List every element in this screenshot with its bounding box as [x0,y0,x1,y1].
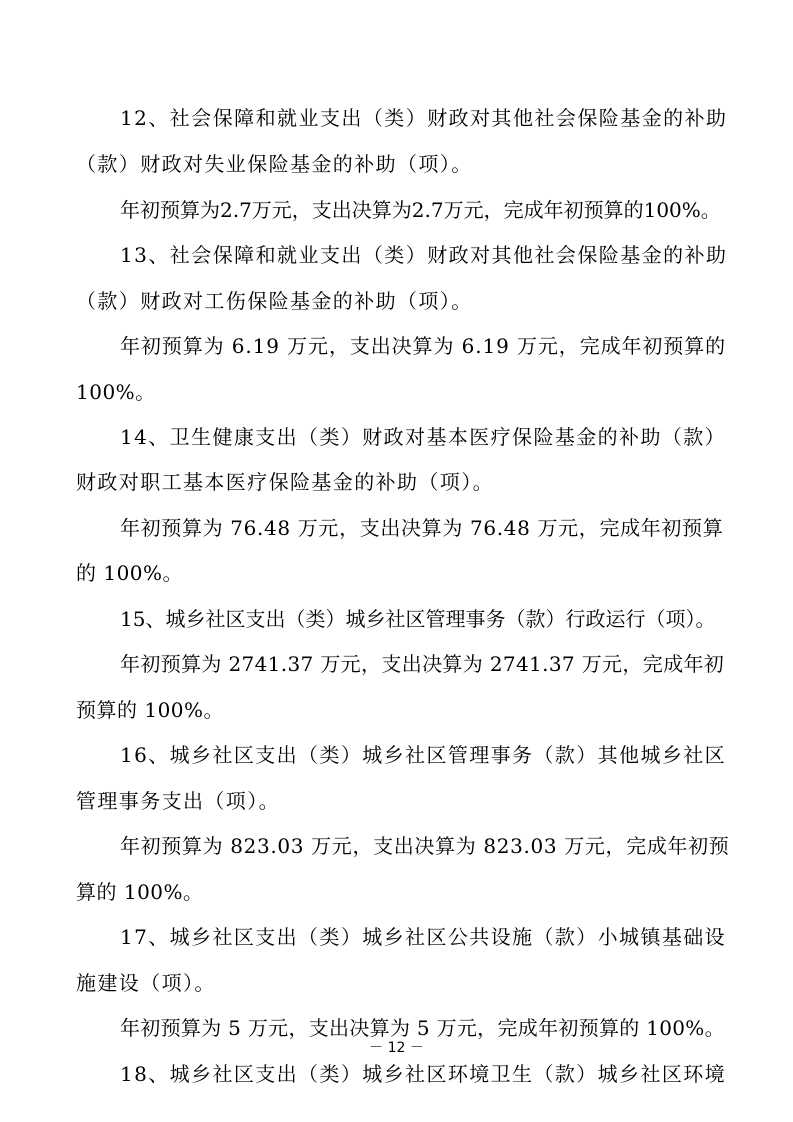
paragraph-15-budget-line-1: 年初预算为 2741.37 万元，支出决算为 2741.37 万元，完成年初 [120,652,725,676]
paragraph-16-heading-line-2: 管理事务支出（项）。 [76,789,280,813]
paragraph-14-budget-line-1: 年初预算为 76.48 万元，支出决算为 76.48 万元，完成年初预算 [120,516,724,540]
paragraph-13-heading-line-2: （款）财政对工伤保险基金的补助（项）。 [76,289,473,313]
paragraph-16-budget-line-1: 年初预算为 823.03 万元，支出决算为 823.03 万元，完成年初预 [120,834,730,858]
page-number: － 12 － [369,1040,424,1056]
paragraph-12-heading-line-2: （款）财政对失业保险基金的补助（项）。 [76,152,473,176]
paragraph-14-heading-line-2: 财政对职工基本医疗保险基金的补助（项）。 [76,470,494,494]
paragraph-13-budget-line-1: 年初预算为 6.19 万元，支出决算为 6.19 万元，完成年初预算的 [120,334,726,358]
paragraph-15-budget-line-2: 预算的 100%。 [76,698,225,722]
paragraph-17-heading-line-2: 施建设（项）。 [76,971,216,995]
paragraph-13-budget-line-2: 100%。 [76,380,156,404]
paragraph-17-budget-line: 年初预算为 5 万元，支出决算为 5 万元，完成年初预算的 100%。 [120,1016,725,1040]
paragraph-12-budget-line: 年初预算为2.7万元，支出决算为2.7万元，完成年初预算的100%。 [120,198,721,222]
paragraph-12-heading-line-1: 12、社会保障和就业支出（类）财政对其他社会保险基金的补助 [120,106,728,130]
paragraph-14-budget-line-2: 的 100%。 [76,561,184,585]
paragraph-16-budget-line-2: 算的 100%。 [76,880,204,904]
paragraph-17-heading-line-1: 17、城乡社区支出（类）城乡社区公共设施（款）小城镇基础设 [120,925,727,949]
paragraph-15-heading-line: 15、城乡社区支出（类）城乡社区管理事务（款）行政运行（项）。 [120,607,716,631]
paragraph-18-heading-line-1: 18、城乡社区支出（类）城乡社区环境卫生（款）城乡社区环境 [120,1062,727,1086]
paragraph-14-heading-line-1: 14、卫生健康支出（类）财政对基本医疗保险基金的补助（款） [120,425,727,449]
paragraph-16-heading-line-1: 16、城乡社区支出（类）城乡社区管理事务（款）其他城乡社区 [120,743,727,767]
paragraph-13-heading-line-1: 13、社会保障和就业支出（类）财政对其他社会保险基金的补助 [120,243,728,267]
